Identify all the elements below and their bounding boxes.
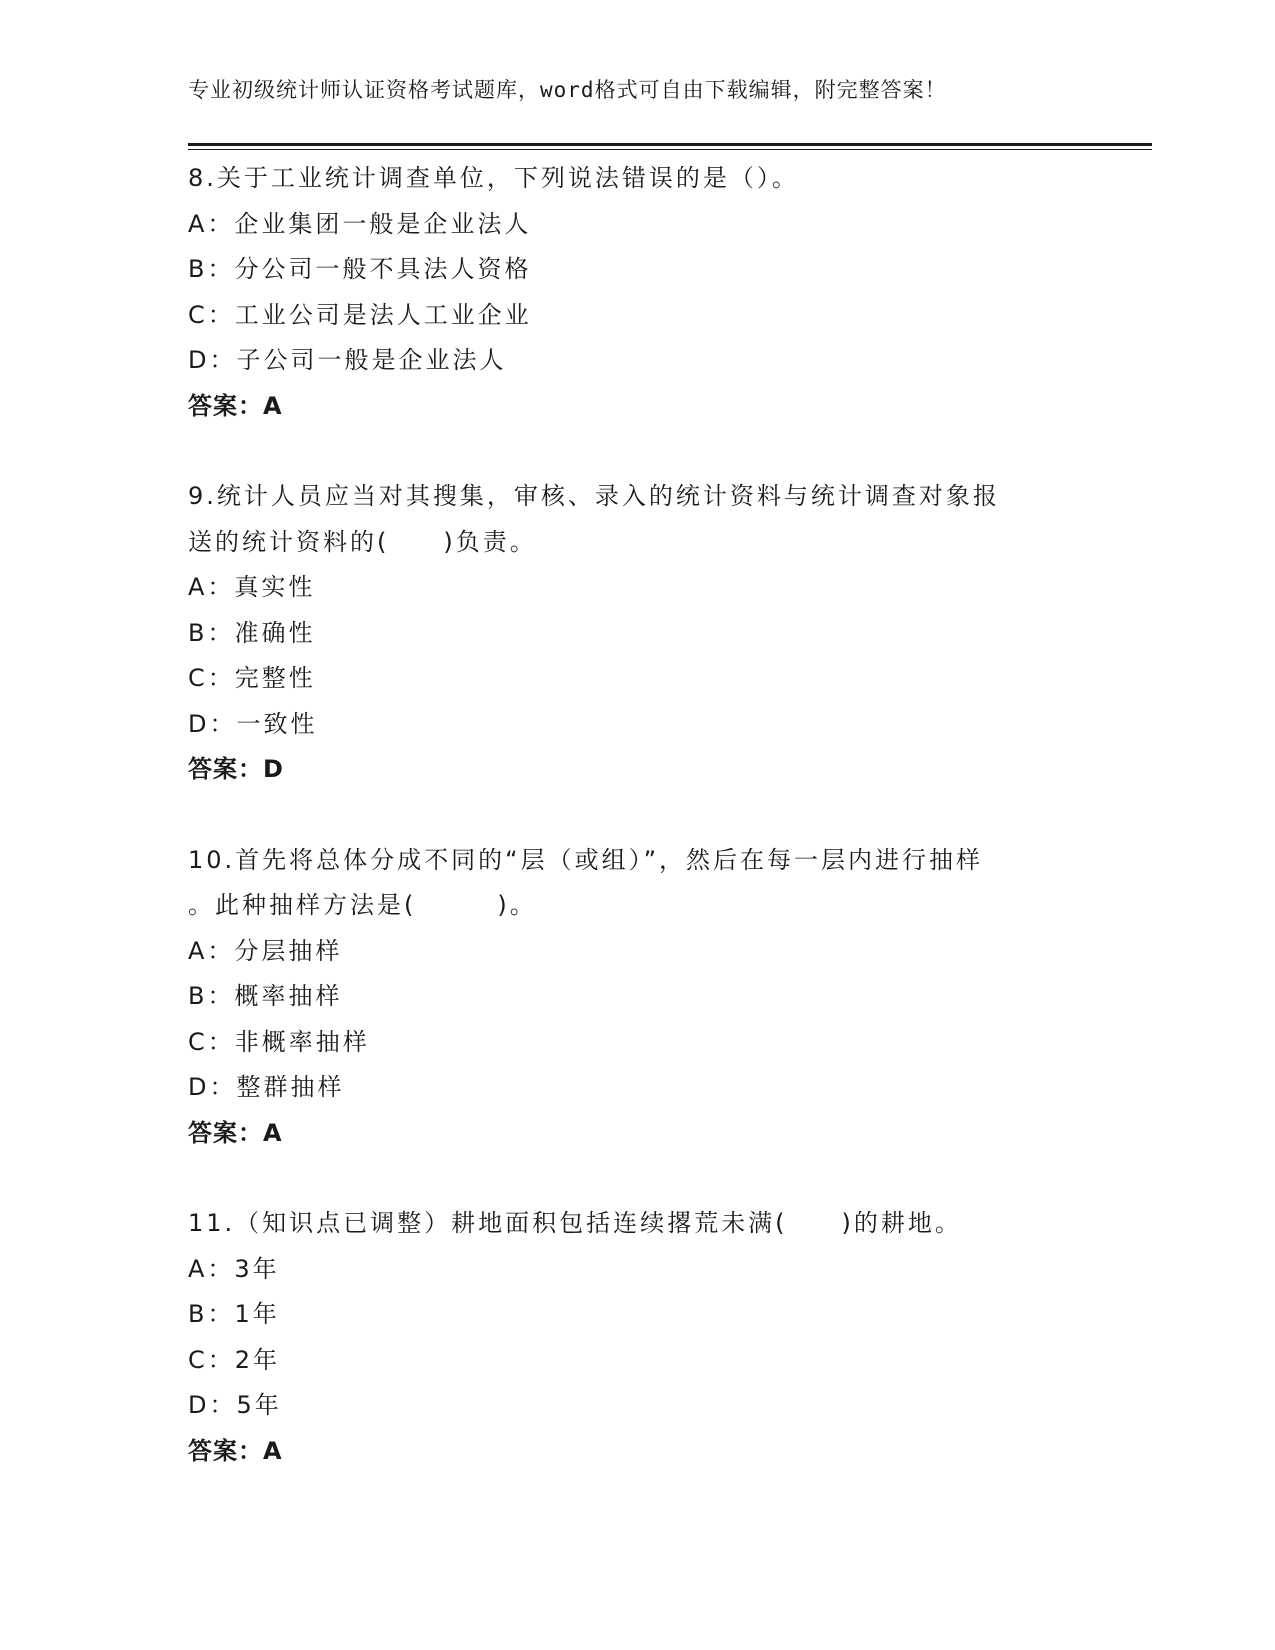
question-10: [188, 838, 1088, 1157]
question-9: [188, 474, 1088, 793]
answer-line: 答案：D: [188, 755, 284, 783]
option-c: C：完整性: [188, 664, 316, 692]
answer-line: 答案：A: [188, 1436, 283, 1465]
option-c: C：2年: [188, 1345, 281, 1374]
spacer: [188, 793, 1088, 838]
option-a: A：真实性: [188, 573, 316, 601]
question-stem: 9.统计人员应当对其搜集，审核、录入的统计资料与统计调查对象报: [188, 482, 1000, 510]
question-8: [188, 156, 1088, 429]
spacer: [188, 1156, 1088, 1201]
question-stem: 10.首先将总体分成不同的“层（或组）”，然后在每一层内进行抽样: [188, 845, 984, 874]
option-c: C：工业公司是法人工业企业: [188, 300, 532, 329]
question-stem: 11.（知识点已调整）耕地面积包括连续撂荒未满( )的耕地。: [188, 1209, 962, 1237]
header-divider-thin: [188, 149, 1152, 150]
option-d: D：子公司一般是企业法人: [188, 346, 507, 374]
spacer: [188, 429, 1088, 474]
option-a: A：3年: [188, 1254, 280, 1283]
header-divider-thick: [188, 143, 1152, 146]
answer-line: 答案：A: [188, 391, 283, 420]
option-c: C：非概率抽样: [188, 1027, 370, 1056]
option-b: B：准确性: [188, 618, 316, 647]
option-a: A：分层抽样: [188, 936, 343, 965]
option-d: D：整群抽样: [188, 1073, 345, 1101]
option-d: D：一致性: [188, 709, 318, 738]
question-stem-continued: 。此种抽样方法是( )。: [188, 891, 537, 919]
question-stem: 8.关于工业统计调查单位，下列说法错误的是（）。: [188, 164, 799, 192]
option-b: B：分公司一般不具法人资格: [188, 255, 532, 283]
question-list: [188, 156, 1088, 1474]
answer-line: 答案：A: [188, 1118, 283, 1147]
question-stem-continued: 送的统计资料的( )负责。: [188, 527, 537, 556]
option-d: D：5年: [188, 1391, 282, 1419]
option-b: B：1年: [188, 1300, 280, 1328]
option-a: A：企业集团一般是企业法人: [188, 209, 532, 238]
page-header: 专业初级统计师认证资格考试题库，word格式可自由下载编辑，附完整答案！: [188, 78, 947, 102]
option-b: B：概率抽样: [188, 982, 343, 1010]
question-11: [188, 1201, 1088, 1474]
